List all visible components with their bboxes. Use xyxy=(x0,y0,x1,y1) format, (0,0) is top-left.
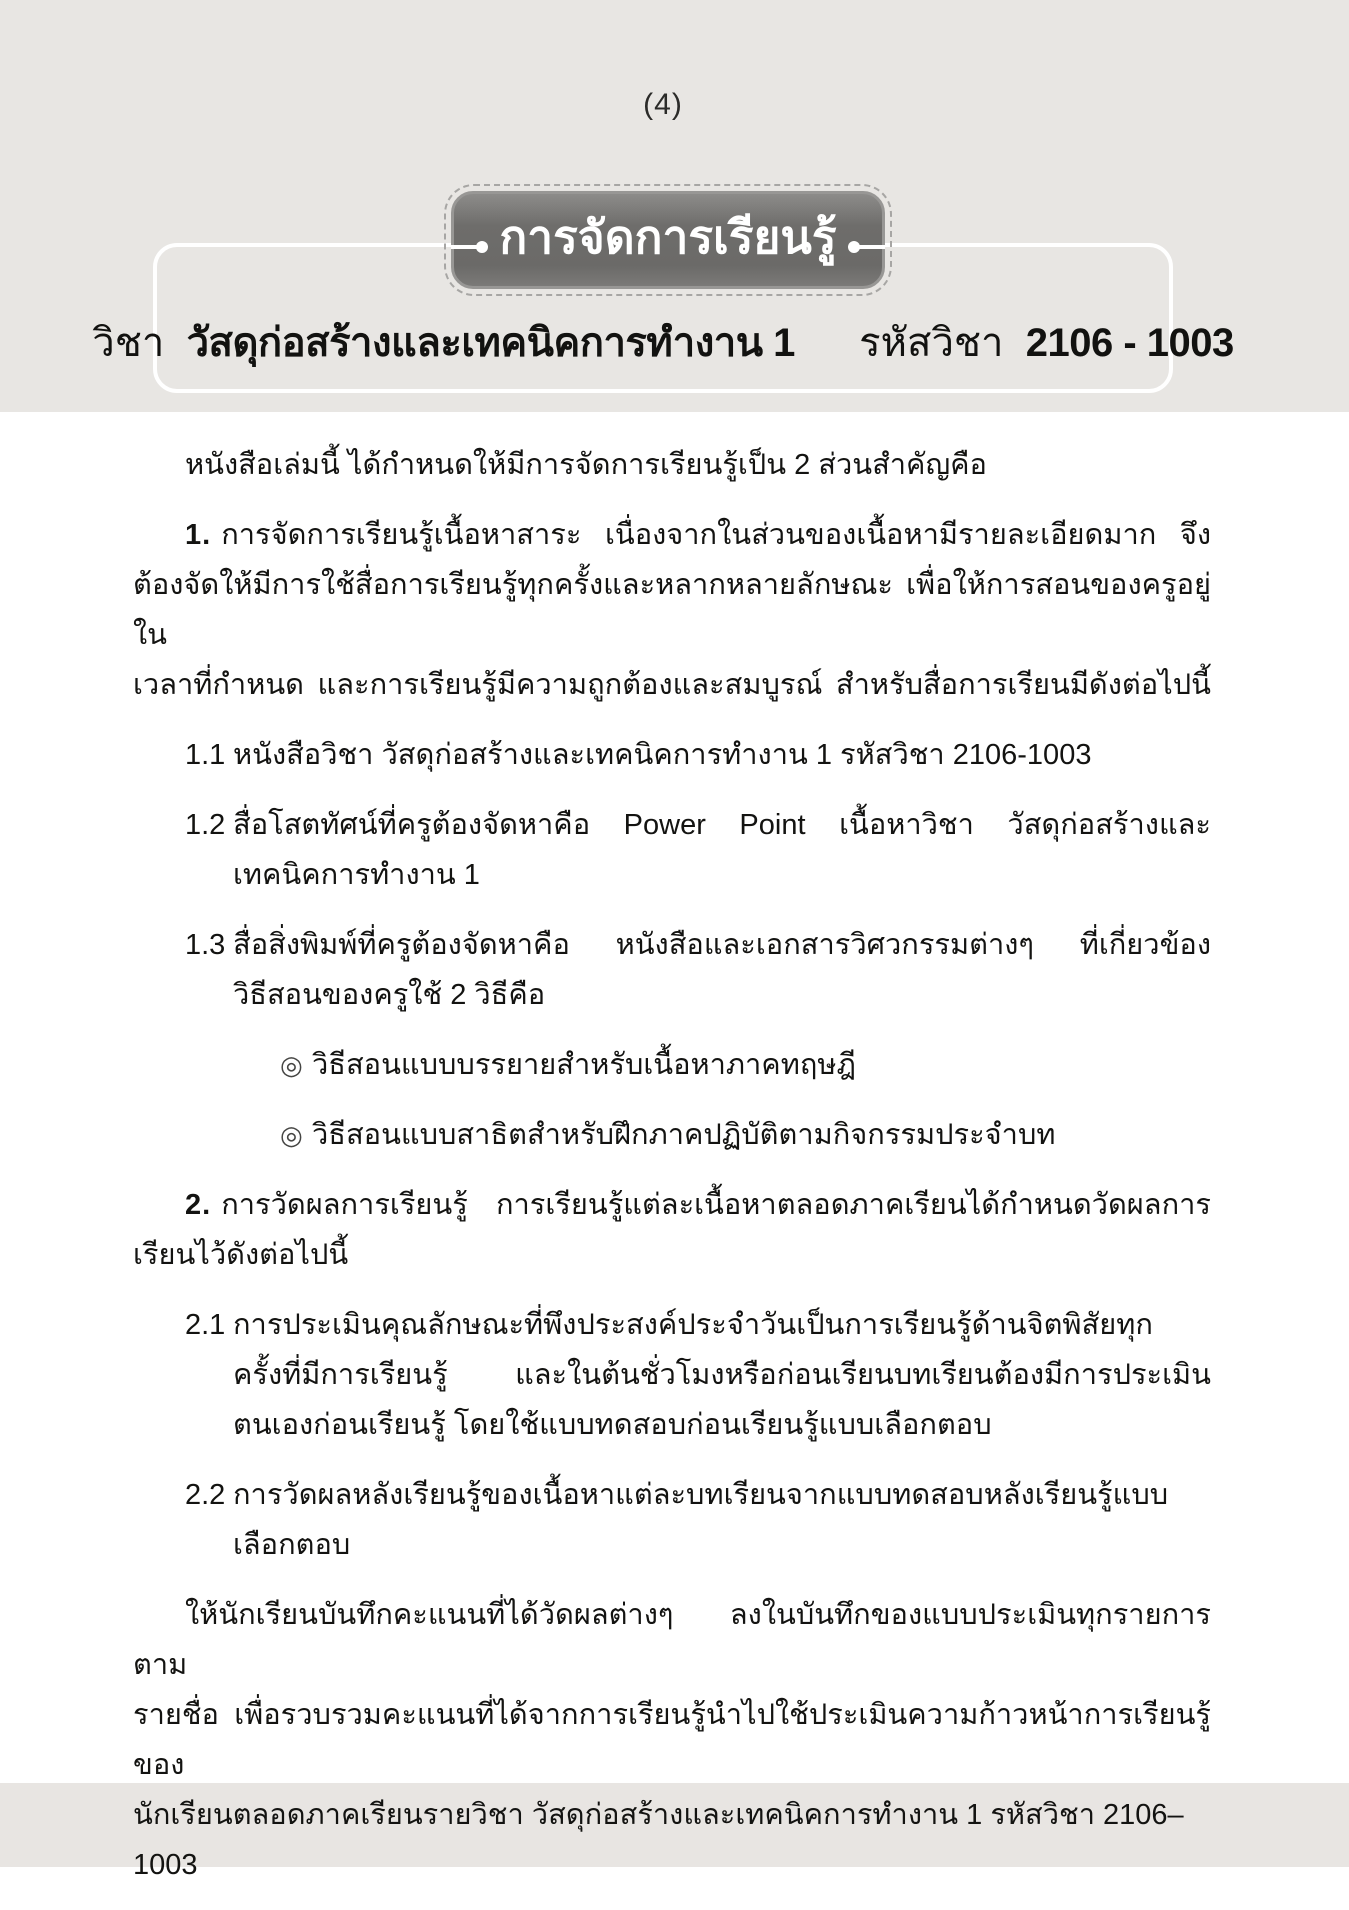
subject-title: วัสดุก่อสร้างและเทคนิคการทำงาน 1 xyxy=(186,321,795,365)
paragraph-line: หนังสือเล่มนี้ ได้กำหนดให้มีการจัดการเรียนรู้เป็น 2 ส่วนสำคัญคือ xyxy=(185,449,987,481)
paragraph-text: การจัดการเรียนรู้เนื้อหาสาระ เนื่องจากในส่วนของเนื้อหามีรายละเอียดมาก จึง xyxy=(221,519,1211,551)
list-item-1-2 xyxy=(133,800,1211,900)
paragraph-line: ครั้งที่มีการเรียนรู้ และในต้นชั่วโมงหรือก่อนเรียนบทเรียนต้องมีการประเมิน xyxy=(233,1359,1211,1391)
badge-title-text: การจัดการเรียนรู้ xyxy=(499,211,837,263)
list-item-number: 1.3 xyxy=(185,929,226,961)
subject-line xyxy=(92,323,1234,389)
list-item-text xyxy=(233,800,1211,900)
paragraph-line: วิธีสอนของครูใช้ 2 วิธีคือ xyxy=(233,979,546,1011)
paragraph-line: เทคนิคการทำงาน 1 xyxy=(233,859,480,891)
paragraph-line: สื่อสิ่งพิมพ์ที่ครูต้องจัดหาคือ หนังสือและเอกสารวิศวกรรมต่างๆ ที่เกี่ยวข้อง xyxy=(233,929,1211,961)
bullet-item-demonstration xyxy=(133,1110,1211,1160)
section-number: 1. xyxy=(185,519,212,551)
paragraph-line: นักเรียนตลอดภาคเรียนรายวิชา วัสดุก่อสร้างและเทคนิคการทำงาน 1 รหัสวิชา 2106–1003 xyxy=(133,1799,1184,1881)
bullseye-icon: ◎ xyxy=(280,1120,303,1150)
badge-right-line xyxy=(859,245,885,249)
subject-prefix-label: วิชา xyxy=(92,321,165,365)
closing-paragraph xyxy=(133,1590,1211,1890)
intro-paragraph xyxy=(133,440,1211,490)
bullet-item-lecture xyxy=(133,1040,1211,1090)
list-item-2-2 xyxy=(133,1470,1211,1570)
subject-code: 2106 - 1003 xyxy=(1025,321,1234,365)
paragraph-line: การประเมินคุณลักษณะที่พึงประสงค์ประจำวันเป็นการเรียนรู้ด้านจิตพิสัยทุก xyxy=(233,1309,1153,1341)
list-item-2-1 xyxy=(133,1300,1211,1450)
paragraph-line: หนังสือวิชา วัสดุก่อสร้างและเทคนิคการทำงาน 1 รหัสวิชา 2106-1003 xyxy=(233,739,1092,771)
badge-left-line xyxy=(451,245,477,249)
paragraph-line xyxy=(133,1180,1211,1230)
paragraph-line: เรียนไว้ดังต่อไปนี้ xyxy=(133,1239,349,1271)
paragraph-line: ตนเองก่อนเรียนรู้ โดยใช้แบบทดสอบก่อนเรียนรู้แบบเลือกตอบ xyxy=(233,1409,992,1441)
paragraph-text: การวัดผลการเรียนรู้ การเรียนรู้แต่ละเนื้อหาตลอดภาคเรียนได้กำหนดวัดผลการ xyxy=(221,1189,1211,1221)
list-item-text xyxy=(233,730,1211,780)
list-item-text xyxy=(233,1470,1211,1570)
paragraph-line: ให้นักเรียนบันทึกคะแนนที่ได้วัดผลต่างๆ ลงในบันทึกของแบบประเมินทุกรายการตาม xyxy=(133,1599,1211,1681)
bullet-text: วิธีสอนแบบสาธิตสำหรับฝึกภาคปฏิบัติตามกิจกรรมประจำบท xyxy=(312,1119,1056,1151)
section-1-paragraph xyxy=(133,510,1211,710)
list-item-1-1 xyxy=(133,730,1211,780)
subject-code-label: รหัสวิชา xyxy=(859,321,1004,365)
paragraph-line xyxy=(133,510,1211,560)
document-body xyxy=(133,440,1211,1910)
list-item-1-3 xyxy=(133,920,1211,1020)
bullet-text: วิธีสอนแบบบรรยายสำหรับเนื้อหาภาคทฤษฎี xyxy=(312,1049,856,1081)
title-badge xyxy=(444,184,892,296)
section-number: 2. xyxy=(185,1189,212,1221)
list-item-number: 1.2 xyxy=(185,809,226,841)
bullseye-icon: ◎ xyxy=(280,1050,303,1080)
list-item-number: 1.1 xyxy=(185,739,226,771)
paragraph-line: เวลาที่กำหนด และการเรียนรู้มีความถูกต้องและสมบูรณ์ สำหรับสื่อการเรียนมีดังต่อไปนี้ xyxy=(133,669,1211,701)
title-badge-panel xyxy=(451,191,885,289)
badge-left-dot-icon xyxy=(476,241,488,253)
paragraph-line: การวัดผลหลังเรียนรู้ของเนื้อหาแต่ละบทเรียนจากแบบทดสอบหลังเรียนรู้แบบ xyxy=(233,1479,1169,1511)
paragraph-line: เลือกตอบ xyxy=(233,1529,351,1561)
badge-right-dot-icon xyxy=(848,241,860,253)
paragraph-line: สื่อโสตทัศน์ที่ครูต้องจัดหาคือ Power Point เนื้อหาวิชา วัสดุก่อสร้างและ xyxy=(233,809,1211,841)
section-2-paragraph xyxy=(133,1180,1211,1280)
list-item-text xyxy=(233,1300,1211,1450)
list-item-text xyxy=(233,920,1211,1020)
page-number: (4) xyxy=(643,88,683,121)
list-item-number: 2.1 xyxy=(185,1309,226,1341)
paragraph-line: รายชื่อ เพื่อรวบรวมคะแนนที่ได้จากการเรียนรู้นำไปใช้ประเมินความก้าวหน้าการเรียนรู้ของ xyxy=(133,1699,1211,1781)
list-item-number: 2.2 xyxy=(185,1479,226,1511)
paragraph-line: ต้องจัดให้มีการใช้สื่อการเรียนรู้ทุกครั้งและหลากหลายลักษณะ เพื่อให้การสอนของครูอยู่ใน xyxy=(133,569,1211,651)
